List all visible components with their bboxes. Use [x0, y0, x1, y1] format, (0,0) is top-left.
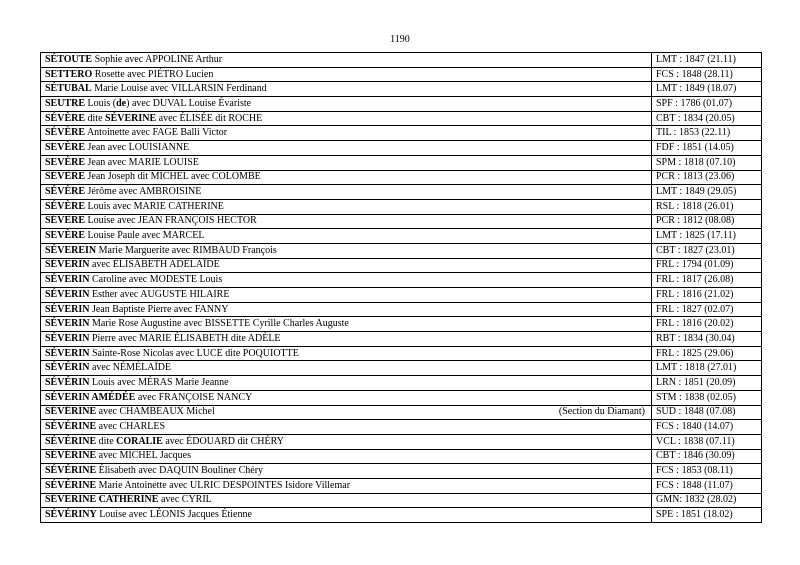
- table-row: [41, 302, 762, 317]
- marriage-names-cell: [41, 449, 652, 464]
- marriage-names-cell: [41, 434, 652, 449]
- marriage-names-cell: [41, 332, 652, 347]
- name-text: ) avec DUVAL Louise Évariste: [126, 97, 252, 109]
- name-text: Jean avec MARIE LOUISE: [85, 156, 199, 168]
- surname-text: SÉVÉRINE: [45, 479, 97, 491]
- marriage-names-cell: [41, 464, 652, 479]
- marriage-names-cell: [41, 405, 652, 420]
- record-reference-cell: FRL : 1816 (21.02): [652, 288, 762, 303]
- surname-text: SÉVÈRE: [45, 186, 86, 198]
- table-row: [41, 464, 762, 479]
- name-text: Louis avec MARIE CATHERINE: [85, 200, 224, 212]
- record-reference-cell: PCR : 1813 (23.06): [652, 170, 762, 185]
- record-reference-cell: SPM : 1818 (07.10): [652, 155, 762, 170]
- table-row: [41, 449, 762, 464]
- record-reference-cell: RSL : 1818 (26.01): [652, 199, 762, 214]
- record-reference-cell: GMN: 1832 (28.02): [652, 493, 762, 508]
- record-reference-cell: CBT : 1827 (23.01): [652, 243, 762, 258]
- surname-text: SÉVERIN: [45, 347, 90, 359]
- records-table: [40, 52, 762, 523]
- location-note: (Section du Diamant): [558, 406, 645, 418]
- marriage-names-cell: [41, 111, 652, 126]
- surname-text: SÉVÈRE: [45, 200, 86, 212]
- surname-text: SÉVÉRINE: [45, 465, 97, 477]
- marriage-names-cell: [41, 155, 652, 170]
- surname-text: SÉVÉRINE: [45, 421, 97, 433]
- surname-text: SÉVÉRIN: [45, 376, 90, 388]
- table-row: [41, 390, 762, 405]
- table-row: [41, 111, 762, 126]
- page-number: 1190: [390, 34, 410, 45]
- surname-text: SEVÈRE: [45, 141, 86, 153]
- table-row: [41, 332, 762, 347]
- surname-text: SÉVERIN: [45, 274, 90, 286]
- marriage-names-cell: [41, 141, 652, 156]
- marriage-names-cell: [41, 170, 652, 185]
- surname-text: SÉTUBAL: [45, 83, 92, 95]
- surname-text: SÉVÉRINE: [45, 435, 97, 447]
- surname-text: de: [116, 97, 127, 109]
- name-text: avec FRANÇOISE NANCY: [135, 391, 253, 403]
- surname-text: SEVÈRE: [45, 230, 86, 242]
- name-text: Marie Marguerite avec RIMBAUD François: [96, 244, 277, 256]
- marriage-names-cell: [41, 376, 652, 391]
- record-reference-cell: LMT : 1847 (21.11): [652, 53, 762, 68]
- surname-text: SÉVERIN: [45, 303, 90, 315]
- record-reference-cell: FRL : 1825 (29.06): [652, 346, 762, 361]
- table-row: [41, 288, 762, 303]
- surname-text: SÉVÉRINE: [45, 406, 97, 418]
- marriage-names-cell: [41, 390, 652, 405]
- table-row: [41, 141, 762, 156]
- table-row: [41, 361, 762, 376]
- surname-text: SÉVÉRINE: [45, 450, 97, 462]
- marriage-names-cell: [41, 185, 652, 200]
- record-reference-cell: FRL : 1827 (02.07): [652, 302, 762, 317]
- record-reference-cell: PCR : 1812 (08.08): [652, 214, 762, 229]
- name-text: Antoinette avec FAGE Balli Victor: [85, 127, 228, 139]
- table-row: [41, 317, 762, 332]
- marriage-names-cell: [41, 420, 652, 435]
- surname-text: SÉVERIN: [45, 259, 90, 271]
- name-text: avec ÉLISABETH ADÉLAÏDE: [89, 259, 220, 271]
- surname-text: SÉVÉRINY: [45, 509, 97, 521]
- record-reference-cell: CBT : 1834 (20.05): [652, 111, 762, 126]
- surname-text: SEVÈRE: [45, 156, 86, 168]
- name-text: Jean avec LOUISIANNE: [85, 141, 190, 153]
- record-reference-cell: RBT : 1834 (30.04): [652, 332, 762, 347]
- surname-text: SÉVÈRE: [45, 112, 86, 124]
- table-row: [41, 420, 762, 435]
- marriage-names-cell: [41, 229, 652, 244]
- record-reference-cell: SUD : 1848 (07.08): [652, 405, 762, 420]
- name-text: Élisabeth avec DAQUIN Bouliner Chéry: [96, 465, 264, 477]
- table-row: [41, 97, 762, 112]
- table-row: [41, 273, 762, 288]
- name-text: avec CYRIL: [158, 494, 212, 506]
- table-row: [41, 199, 762, 214]
- table-row: [41, 155, 762, 170]
- surname-text: SÉVERINE CATHERINE: [45, 494, 159, 506]
- records-body: [41, 53, 762, 523]
- table-row: [41, 170, 762, 185]
- surname-text: SÉVERIN: [45, 332, 90, 344]
- record-reference-cell: FCS : 1848 (11.07): [652, 478, 762, 493]
- surname-text: SEUTRE: [45, 97, 86, 109]
- marriage-names-cell: [41, 243, 652, 258]
- surname-text: SÉVÈRE: [45, 215, 86, 227]
- name-text: Louise Paule avec MARCEL: [85, 230, 205, 242]
- name-text: Caroline avec MODESTE Louis: [89, 274, 223, 286]
- record-reference-cell: FCS : 1848 (28.11): [652, 67, 762, 82]
- table-row: [41, 493, 762, 508]
- record-reference-cell: LMT : 1825 (17.11): [652, 229, 762, 244]
- record-reference-cell: FRL : 1816 (20.02): [652, 317, 762, 332]
- record-reference-cell: VCL : 1838 (07.11): [652, 434, 762, 449]
- surname-text: SÉVERINE: [105, 112, 157, 124]
- name-text: dite: [96, 435, 117, 447]
- surname-text: SETTERO: [45, 68, 93, 80]
- name-text: Marie Antoinette avec ULRIC DESPOINTES Isidore Villemar: [96, 479, 351, 491]
- name-text: Louis avec MÉRAS Marie Jeanne: [89, 376, 229, 388]
- marriage-names-cell: [41, 302, 652, 317]
- marriage-names-cell: [41, 361, 652, 376]
- marriage-names-cell: [41, 82, 652, 97]
- table-row: [41, 185, 762, 200]
- marriage-names-cell: [41, 258, 652, 273]
- record-reference-cell: LMT : 1849 (29.05): [652, 185, 762, 200]
- name-text: Rosette avec PIÉTRO Lucien: [92, 68, 214, 80]
- marriage-names-cell: [41, 214, 652, 229]
- surname-text: SÉTOUTE: [45, 53, 93, 65]
- name-text: avec ÉLISÉE dit ROCHE: [156, 112, 263, 124]
- marriage-names-cell: [41, 67, 652, 82]
- marriage-names-cell: [41, 273, 652, 288]
- record-reference-cell: SPE : 1851 (18.02): [652, 508, 762, 523]
- table-row: [41, 53, 762, 68]
- record-reference-cell: TIL : 1853 (22.11): [652, 126, 762, 141]
- table-row: [41, 508, 762, 523]
- name-text: Marie Louise avec VILLARSIN Ferdinand: [91, 83, 267, 95]
- record-reference-cell: LMT : 1849 (18.07): [652, 82, 762, 97]
- table-row: [41, 405, 762, 420]
- marriage-names-cell: [41, 478, 652, 493]
- marriage-names-cell: [41, 317, 652, 332]
- name-text: avec MICHEL Jacques: [96, 450, 192, 462]
- name-text: Louise avec JEAN FRANÇOIS HECTOR: [85, 215, 257, 227]
- record-reference-cell: CBT : 1846 (30.09): [652, 449, 762, 464]
- marriage-names-cell: [41, 53, 652, 68]
- marriage-names-cell: [41, 199, 652, 214]
- marriage-names-cell: [41, 126, 652, 141]
- name-text: Sophie avec APPOLINE Arthur: [92, 53, 223, 65]
- surname-text: SÉVERIN: [45, 288, 90, 300]
- table-row: [41, 214, 762, 229]
- table-row: [41, 346, 762, 361]
- name-text: avec CHARLES: [96, 421, 166, 433]
- table-row: [41, 243, 762, 258]
- record-reference-cell: FRL : 1794 (01.09): [652, 258, 762, 273]
- name-text: Louise avec LÉONIS Jacques Étienne: [96, 509, 252, 521]
- record-reference-cell: SPF : 1786 (01.07): [652, 97, 762, 112]
- record-reference-cell: FCS : 1840 (14.07): [652, 420, 762, 435]
- table-row: [41, 229, 762, 244]
- surname-text: SÉVÈRE: [45, 127, 86, 139]
- surname-text: SÉVERIN: [45, 318, 90, 330]
- record-reference-cell: FRL : 1817 (26.08): [652, 273, 762, 288]
- marriage-names-cell: [41, 493, 652, 508]
- marriage-names-cell: [41, 508, 652, 523]
- table-row: [41, 67, 762, 82]
- surname-text: SÉVÈRE: [45, 171, 86, 183]
- record-reference-cell: LMT : 1818 (27.01): [652, 361, 762, 376]
- surname-text: SÉVÉRIN: [45, 362, 90, 374]
- name-text: Esther avec AUGUSTE HILAIRE: [89, 288, 230, 300]
- name-text: Marie Rose Augustine avec BISSETTE Cyrille Charles Auguste: [89, 318, 349, 330]
- marriage-names-cell: [41, 346, 652, 361]
- name-text: Jean Baptiste Pierre avec FANNY: [89, 303, 229, 315]
- marriage-names-cell: [41, 97, 652, 112]
- name-text: avec NÉMÉLAÏDE: [89, 362, 172, 374]
- name-text: Louis (: [85, 97, 117, 109]
- table-row: [41, 434, 762, 449]
- record-reference-cell: STM : 1838 (02.05): [652, 390, 762, 405]
- table-row: [41, 478, 762, 493]
- name-text: Sainte-Rose Nicolas avec LUCE dite POQUIOTTE: [89, 347, 299, 359]
- table-row: [41, 126, 762, 141]
- name-text: avec CHAMBEAUX Michel: [96, 406, 215, 418]
- name-text: Pierre avec MARIE ÉLISABETH dite ADÈLE: [89, 332, 281, 344]
- table-row: [41, 258, 762, 273]
- record-reference-cell: LRN : 1851 (20.09): [652, 376, 762, 391]
- marriage-names-cell: [41, 288, 652, 303]
- record-reference-cell: FCS : 1853 (08.11): [652, 464, 762, 479]
- record-reference-cell: FDF : 1851 (14.05): [652, 141, 762, 156]
- table-row: [41, 82, 762, 97]
- table-row: [41, 376, 762, 391]
- name-text: Jean Joseph dit MICHEL avec COLOMBE: [85, 171, 261, 183]
- name-text: Jérôme avec AMBROISINE: [85, 186, 202, 198]
- surname-text: SÉVEREIN: [45, 244, 97, 256]
- surname-text: CORALIE: [116, 435, 163, 447]
- surname-text: SÉVERIN AMÉDÉE: [45, 391, 136, 403]
- name-text: avec ÉDOUARD dit CHÉRY: [162, 435, 284, 447]
- name-text: dite: [85, 112, 106, 124]
